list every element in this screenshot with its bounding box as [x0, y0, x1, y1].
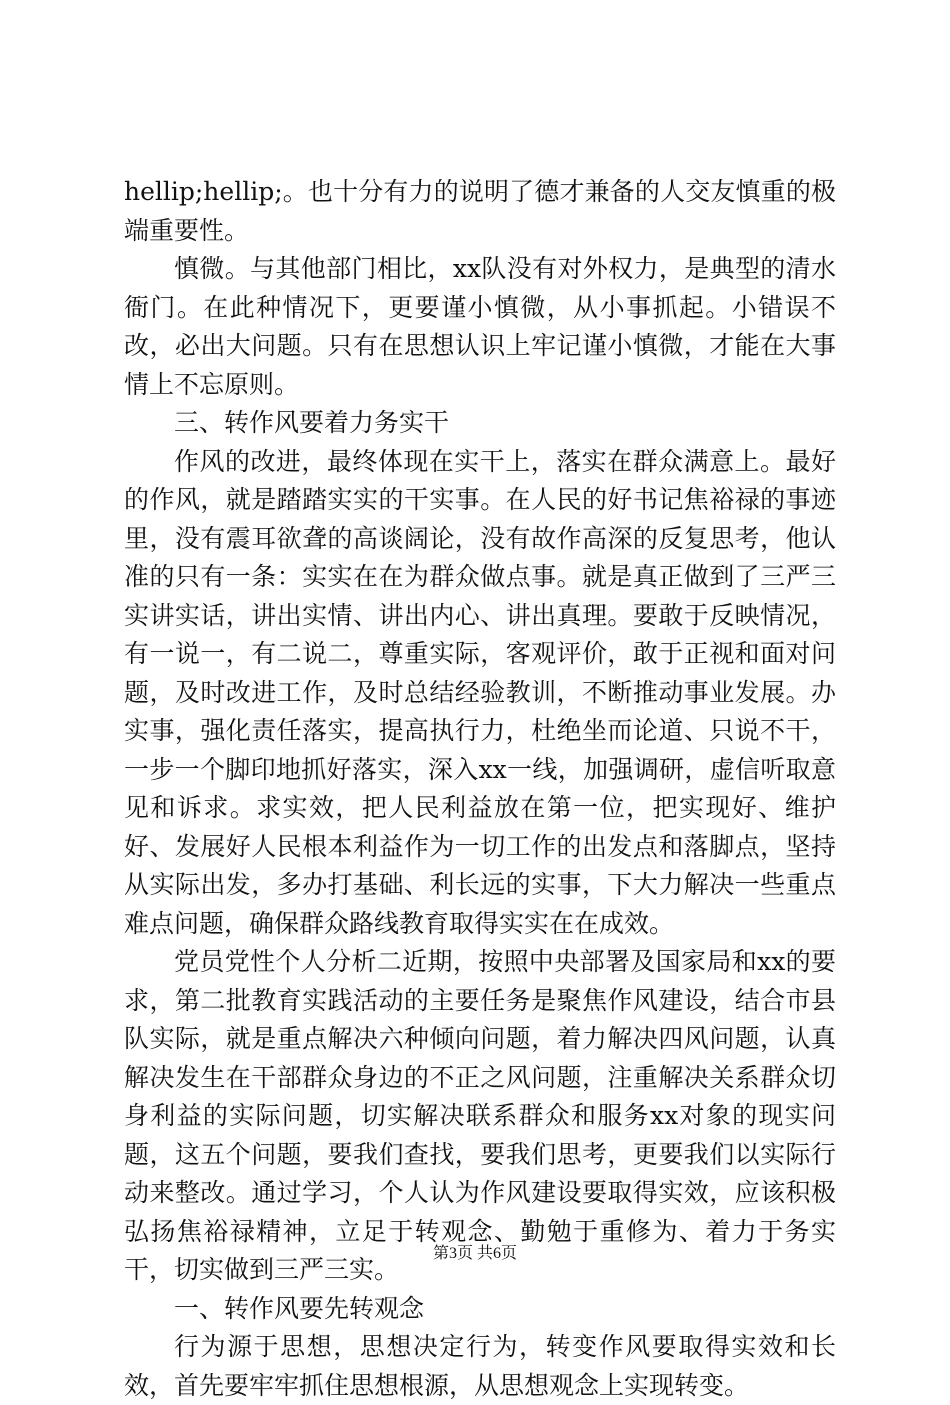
paragraph-zuofeng: 作风的改进，最终体现在实干上，落实在群众满意上。最好的作风，就是踏踏实实的干实事。在人民的好书记焦裕禄的事迹里，没有震耳欲聋的高谈阔论，没有故作高深的反复思考，他认准的只有一条：实实在在为群众做点事。就是真正做到了三严三实讲实话，讲出实情、讲出内心、讲出真理。要敢于反映情况，有一说一，有二说二，尊重实际，客观评价，敢于正视和面对问题，及时改进工作，及时总结经验教训，不断推动事业发展。办实事，强化责任落实，提高执行力，杜绝坐而论道、只说不干，一步一个脚印地抓好落实，深入xx一线，加强调研，虚信听取意见和诉求。求实效，把人民利益放在第一位，把实现好、维护好、发展好人民根本利益作为一切工作的出发点和落脚点，坚持从实际出发，多办打基础、利长远的实事，下大力解决一些重点难点问题，确保群众路线教育取得实实在在成效。: [124, 446, 836, 938]
document-body: [124, 173, 836, 1405]
section-heading-three: 三、转作风要着力务实干: [174, 408, 450, 437]
section-heading-one: 一、转作风要先转观念: [174, 1293, 425, 1323]
paragraph-shenwei: 慎微。与其他部门相比，xx队没有对外权力，是典型的清水衙门。在此种情况下，更要谨小慎微，从小事抓起。小错误不改，必出大问题。只有在思想认识上牢记谨小慎微，才能在大事情上不忘原则。: [124, 254, 836, 399]
page-number-footer: 第3页 共6页: [432, 1245, 517, 1262]
paragraph-xingwei: 行为源于思想，思想决定行为，转变作风要取得实效和长效，首先要牢牢抓住思想根源，从思想观念上实现转变。: [124, 1332, 836, 1400]
paragraph-continuation: hellip;hellip;。也十分有力的说明了德才兼备的人交友慎重的极端重要性。: [124, 177, 836, 245]
paragraph-dangyuan: 党员党性个人分析二近期，按照中央部署及国家局和xx的要求，第二批教育实践活动的主要任务是聚焦作风建设，结合市县队实际，就是重点解决六种倾向问题，着力解决四风问题，认真解决发生在干部群众身边的不正之风问题，注重解决关系群众切身利益的实际问题，切实解决联系群众和服务xx对象的现实问题，这五个问题，要我们查找，要我们思考，更要我们以实际行动来整改。通过学习，个人认为作风建设要取得实效，应该积极弘扬焦裕禄精神，立足于转观念、勤勉于重修为、着力于务实干，切实做到三严三实。: [124, 947, 836, 1284]
